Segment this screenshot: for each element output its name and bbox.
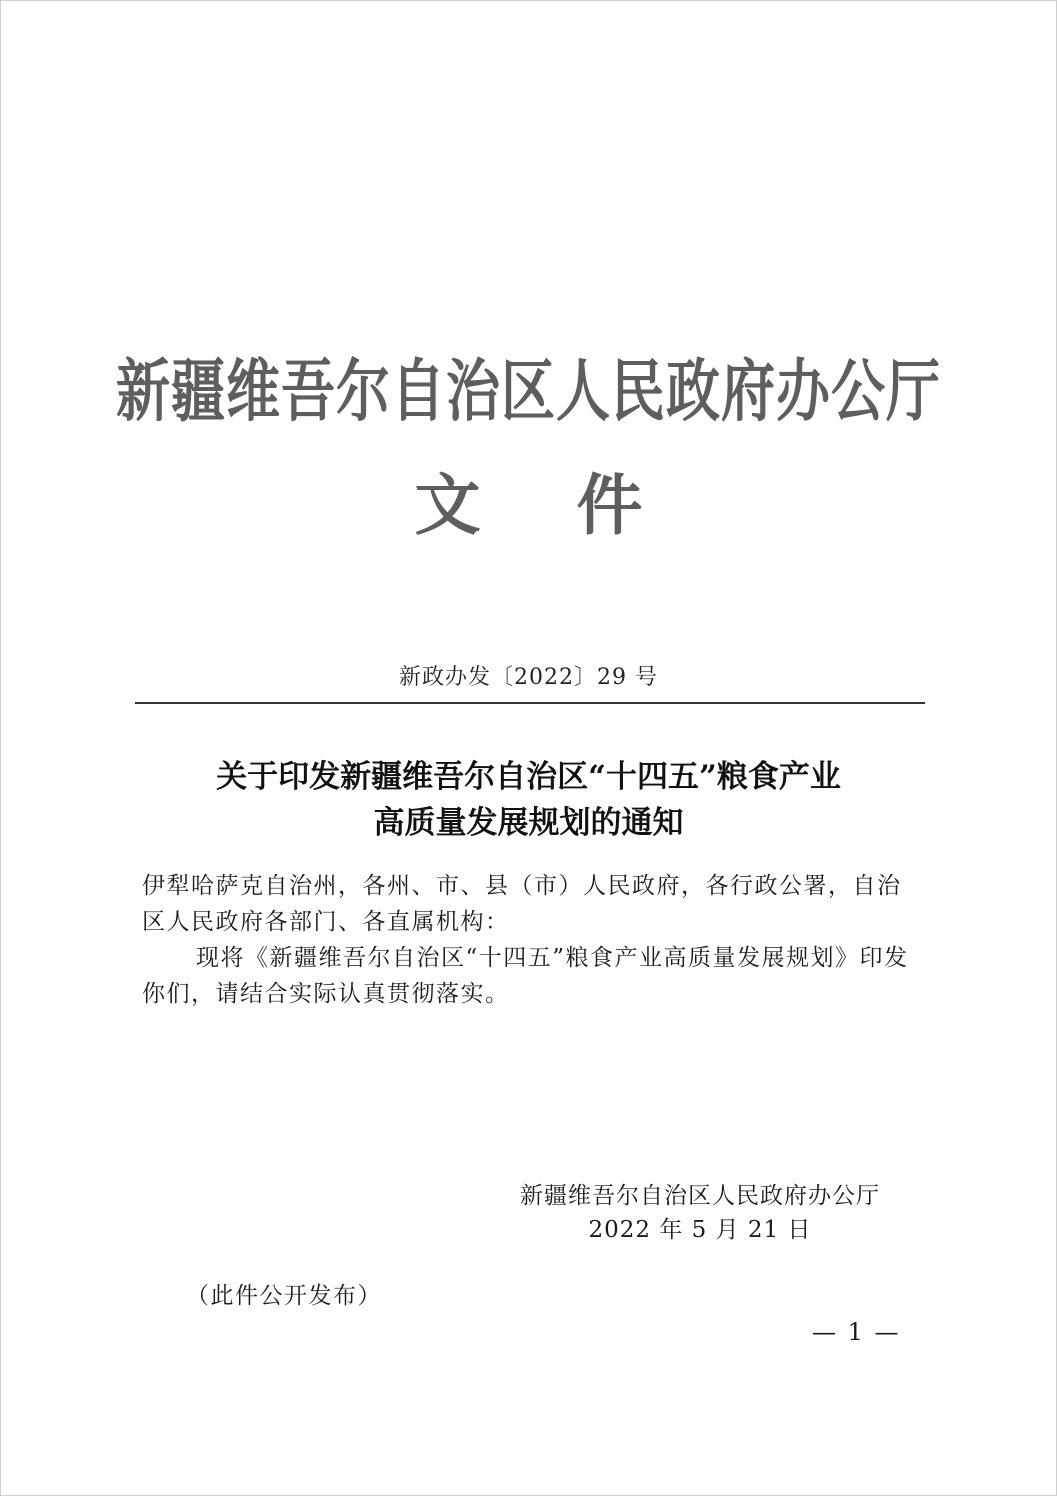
document-number: 新政办发〔2022〕29 号 — [399, 665, 658, 690]
signature-date: 2022 年 5 月 21 日 — [588, 1217, 812, 1243]
body-paragraph: 现将《新疆维吾尔自治区“十四五”粮食产业高质量发展规划》印发你们，请结合实际认真贯彻落实。 — [142, 945, 909, 1007]
page-number: — 1 — — [812, 1318, 901, 1346]
recipients: 伊犁哈萨克自治州，各州、市、县（市）人民政府，各行政公署，自治区人民政府各部门、各直属机构： — [142, 873, 902, 935]
document-title — [100, 754, 957, 846]
document-type: 文件 — [414, 466, 739, 544]
title-line-1: 关于印发新疆维吾尔自治区“十四五”粮食产业 — [216, 759, 841, 795]
title-line-2: 高质量发展规划的通知 — [373, 805, 684, 841]
public-release-note: （此件公开发布） — [186, 1283, 382, 1309]
issuer-name: 新疆维吾尔自治区人民政府办公厅 — [116, 350, 941, 431]
document-body — [142, 868, 922, 1012]
signature-organization: 新疆维吾尔自治区人民政府办公厅 — [520, 1183, 880, 1209]
header-divider — [135, 702, 925, 704]
